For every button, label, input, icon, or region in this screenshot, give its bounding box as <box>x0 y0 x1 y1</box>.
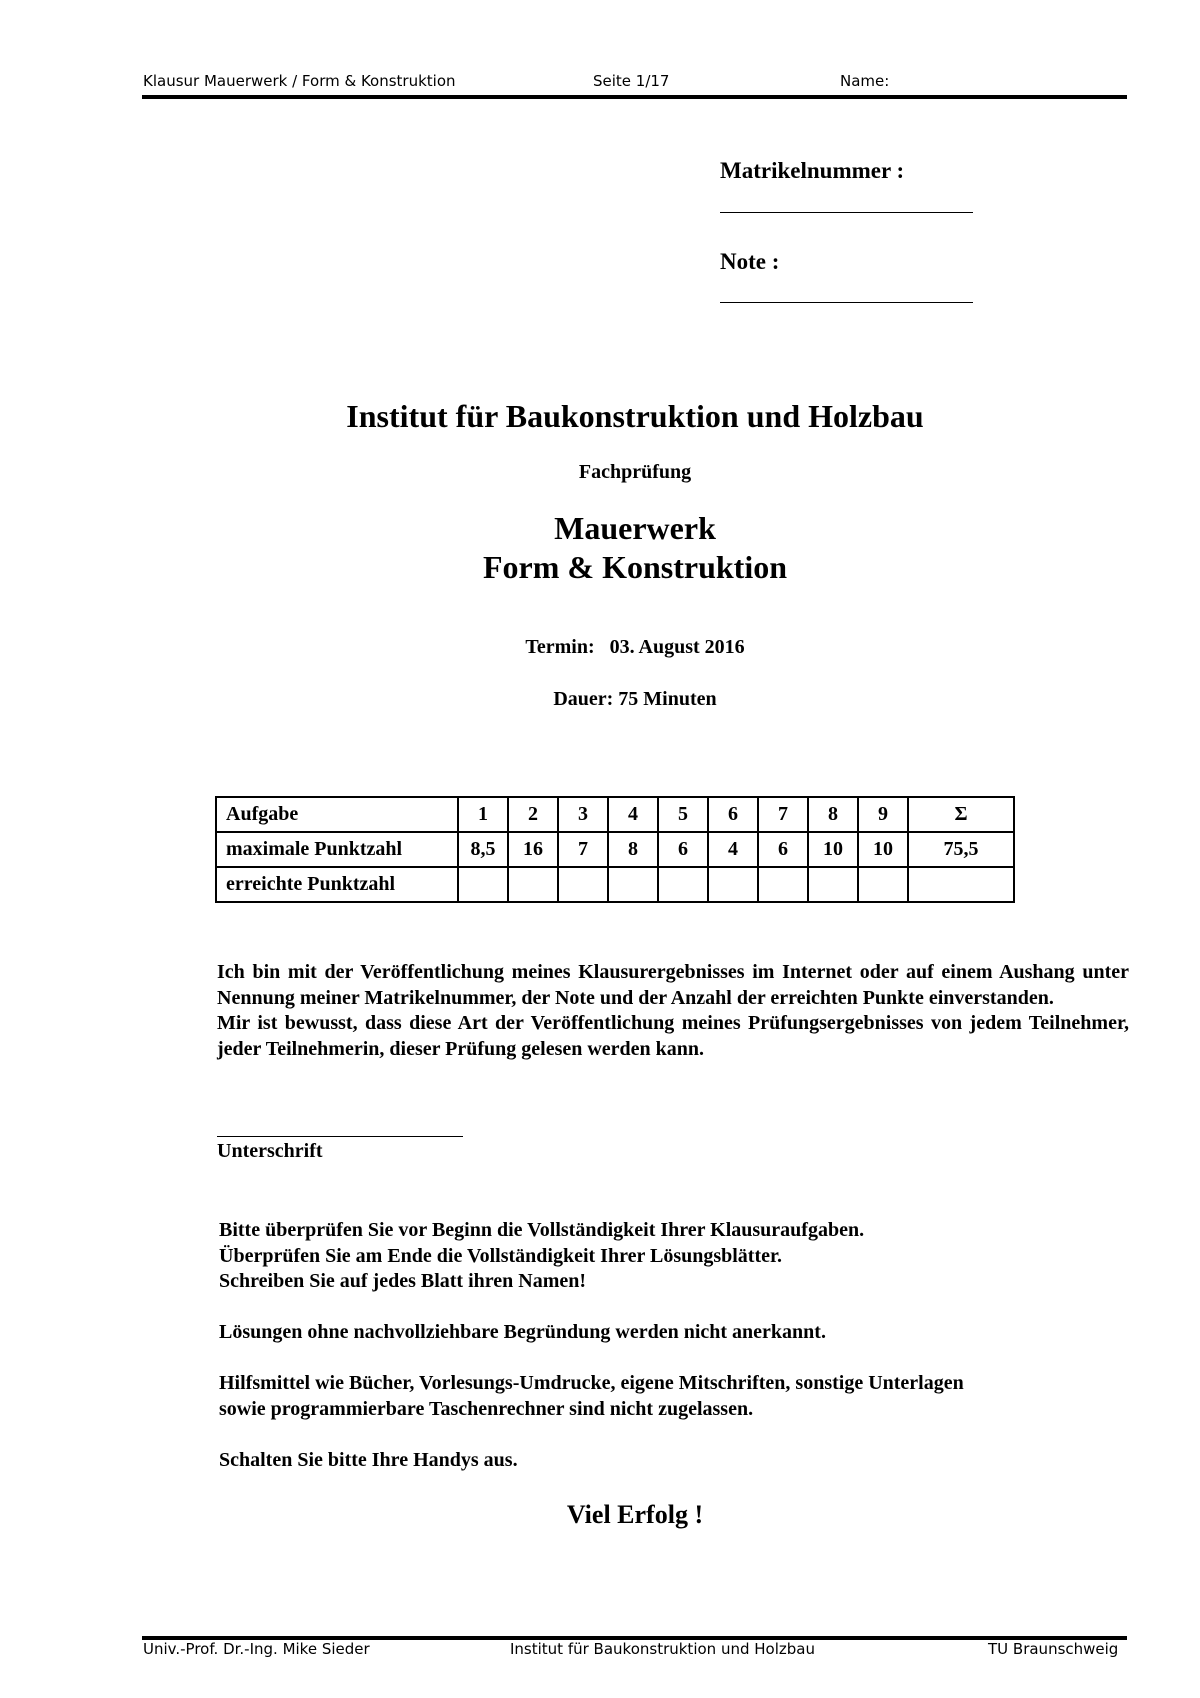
max-points-cell: 16 <box>508 832 558 867</box>
task-number: 5 <box>658 797 708 832</box>
achieved-points-cell[interactable] <box>658 867 708 902</box>
achieved-points-cell[interactable] <box>608 867 658 902</box>
footer-right: TU Braunschweig <box>988 1640 1119 1658</box>
max-points-cell: 7 <box>558 832 608 867</box>
row-label: erreichte Punktzahl <box>216 867 458 902</box>
task-number: 3 <box>558 797 608 832</box>
row-label: Aufgabe <box>216 797 458 832</box>
subject-line1: Mauerwerk <box>554 510 716 546</box>
table-row-achieved-points <box>216 867 1014 902</box>
task-number: 2 <box>508 797 558 832</box>
consent-paragraph-1: Ich bin mit der Veröffentlichung meines Klausurergebnisses im Internet oder auf einem Aushang unter Nennung meiner Matrikelnummer, der Note und der Anzahl der erreichten Punkte einverstanden. <box>217 961 1129 1009</box>
table-row-max-points <box>216 832 1014 867</box>
instruction-line: Überprüfen Sie am Ende die Vollständigkeit Ihrer Lösungsblätter. <box>219 1244 783 1267</box>
max-points-cell: 8 <box>608 832 658 867</box>
task-number: 7 <box>758 797 808 832</box>
instructions <box>219 1218 964 1473</box>
task-number: 6 <box>708 797 758 832</box>
max-points-total: 75,5 <box>908 832 1014 867</box>
table-row-tasks <box>216 797 1014 832</box>
header-rule <box>142 95 1127 99</box>
instruction-line: Lösungen ohne nachvollziehbare Begründung werden nicht anerkannt. <box>219 1321 826 1343</box>
max-points-cell: 6 <box>758 832 808 867</box>
consent-text <box>217 960 1129 1062</box>
institute-title: Institut für Baukonstruktion und Holzbau <box>346 398 924 434</box>
task-number: 8 <box>808 797 858 832</box>
max-points-cell: 6 <box>658 832 708 867</box>
instruction-line: sowie programmierbare Taschenrechner sind nicht zugelassen. <box>219 1397 754 1420</box>
achieved-points-cell[interactable] <box>858 867 908 902</box>
exam-date <box>0 636 1200 659</box>
matrikel-label: Matrikelnummer : <box>720 158 905 183</box>
max-points-cell: 4 <box>708 832 758 867</box>
spacer <box>219 1346 964 1372</box>
row-label: maximale Punktzahl <box>216 832 458 867</box>
achieved-points-cell[interactable] <box>808 867 858 902</box>
consent-paragraph-2: Mir ist bewusst, dass diese Art der Veröffentlichung meines Prüfungsergebnisses von jedem Teilnehmer, jeder Teilnehmerin, dieser Prüfung gelesen werden kann. <box>217 1012 1129 1060</box>
spacer <box>219 1295 964 1321</box>
task-number: 9 <box>858 797 908 832</box>
spacer <box>219 1422 964 1448</box>
achieved-points-cell[interactable] <box>708 867 758 902</box>
exam-duration: Dauer: 75 Minuten <box>553 688 717 710</box>
footer-left: Univ.-Prof. Dr.-Ing. Mike Sieder <box>143 1640 370 1658</box>
instruction-line: Bitte überprüfen Sie vor Beginn die Vollständigkeit Ihrer Klausuraufgaben. <box>219 1219 865 1241</box>
note-label: Note : <box>720 249 780 274</box>
achieved-points-cell[interactable] <box>758 867 808 902</box>
max-points-cell: 10 <box>808 832 858 867</box>
date-value: 03. August 2016 <box>609 636 745 658</box>
max-points-cell: 8,5 <box>458 832 508 867</box>
achieved-points-cell[interactable] <box>558 867 608 902</box>
points-table <box>215 796 1015 903</box>
achieved-points-cell[interactable] <box>458 867 508 902</box>
instruction-line: Hilfsmittel wie Bücher, Vorlesungs-Umdrucke, eigene Mitschriften, sonstige Unterlagen <box>219 1372 964 1394</box>
achieved-points-total[interactable] <box>908 867 1014 902</box>
task-number: 1 <box>458 797 508 832</box>
header-name-label: Name: <box>840 72 890 90</box>
footer-center: Institut für Baukonstruktion und Holzbau <box>510 1640 815 1658</box>
task-number: 4 <box>608 797 658 832</box>
exam-type: Fachprüfung <box>578 461 692 483</box>
max-points-cell: 10 <box>858 832 908 867</box>
instruction-line: Schreiben Sie auf jedes Blatt ihren Namen! <box>219 1270 587 1292</box>
note-line <box>720 302 973 303</box>
matrikel-line <box>720 212 973 213</box>
header-left: Klausur Mauerwerk / Form & Konstruktion <box>143 72 456 90</box>
signature-line[interactable] <box>217 1136 463 1137</box>
date-label: Termin: <box>525 636 595 658</box>
subject-line2: Form & Konstruktion <box>483 549 787 585</box>
achieved-points-cell[interactable] <box>508 867 558 902</box>
closing-wish: Viel Erfolg ! <box>566 1500 704 1529</box>
instruction-line: Schalten Sie bitte Ihre Handys aus. <box>219 1448 518 1471</box>
signature-label: Unterschrift <box>217 1140 323 1162</box>
sum-symbol: Σ <box>908 797 1014 832</box>
header-page-number: Seite 1/17 <box>593 72 670 90</box>
